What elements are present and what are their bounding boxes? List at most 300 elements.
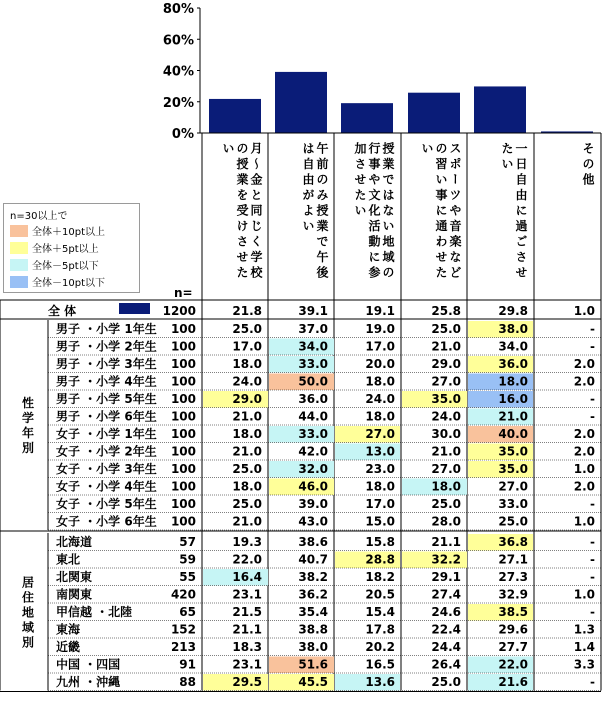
row-value: 20.2 xyxy=(365,640,395,654)
category-char: 自 xyxy=(514,173,528,185)
row-value: 32.9 xyxy=(498,587,528,602)
category-label xyxy=(581,142,595,186)
category-char: で xyxy=(315,235,329,247)
group-label-char: 住 xyxy=(21,590,35,605)
row-value: 21.0 xyxy=(431,339,461,354)
row-value: 24.0 xyxy=(365,392,395,406)
category-char: た xyxy=(434,266,448,278)
row-value: 16.0 xyxy=(498,392,528,406)
row-value: 18.0 xyxy=(365,374,395,389)
row-value: 1.0 xyxy=(573,462,595,476)
row-value: 36.0 xyxy=(498,357,528,371)
category-char: は xyxy=(301,142,315,154)
row-value: 21.1 xyxy=(232,622,262,637)
row-value: - xyxy=(590,675,595,689)
row-value: 27.7 xyxy=(498,640,528,654)
category-char: さ xyxy=(514,250,528,263)
row-value: 36.8 xyxy=(498,535,528,549)
row-value: 40.7 xyxy=(298,552,328,567)
row-value: 27.4 xyxy=(431,587,461,602)
row-value: 24.0 xyxy=(232,374,262,389)
category-char: い xyxy=(301,219,315,232)
row-value: 3.3 xyxy=(573,657,595,672)
category-char: 午 xyxy=(315,250,329,263)
row-n: 152 xyxy=(170,622,196,637)
row-value: - xyxy=(590,570,595,584)
row-value: 27.3 xyxy=(498,570,528,584)
row-value: 21.0 xyxy=(232,514,262,529)
category-char: 化 xyxy=(367,204,381,216)
legend-swatch-cyan xyxy=(10,259,28,271)
category-char: 金 xyxy=(249,173,263,185)
row-value: 45.5 xyxy=(298,675,328,689)
n-header: n= xyxy=(174,286,193,300)
category-char: ポ xyxy=(448,157,462,170)
row-value: 25.0 xyxy=(498,514,528,529)
row-value: 35.4 xyxy=(298,605,328,619)
row-value: 13.0 xyxy=(365,444,395,459)
category-char: 過 xyxy=(514,219,528,232)
category-char: 授 xyxy=(381,142,395,154)
category-label xyxy=(420,142,462,278)
row-value: 38.8 xyxy=(298,622,328,637)
category-char: な xyxy=(448,250,462,263)
category-char: 同 xyxy=(249,204,263,216)
row-label: 男子 ・小学 3年生 xyxy=(56,357,157,371)
category-char: の xyxy=(581,157,595,170)
category-char: 参 xyxy=(367,266,381,278)
row-n: 100 xyxy=(170,409,196,424)
row-value: 16.5 xyxy=(365,657,395,672)
category-char: せ xyxy=(434,250,448,263)
row-label: 甲信越 ・北陸 xyxy=(56,605,133,619)
legend-swatch-orange xyxy=(10,225,28,237)
row-value: 2.0 xyxy=(573,357,595,371)
row-value: 20.5 xyxy=(365,587,395,602)
y-tick-label: 20% xyxy=(162,95,194,111)
category-char: 域 xyxy=(381,250,395,263)
group-label-char: 性 xyxy=(21,396,35,410)
row-value: 16.4 xyxy=(232,570,262,584)
category-label xyxy=(221,142,263,279)
total-marker xyxy=(119,303,150,314)
row-n: 100 xyxy=(170,444,196,459)
category-char: ー xyxy=(448,173,462,185)
category-char: に xyxy=(514,204,528,216)
legend-label: 全体＋10pt以上 xyxy=(32,227,105,238)
category-char: 地 xyxy=(381,235,395,247)
category-char: せ xyxy=(353,173,367,185)
legend-label: 全体－5pt以下 xyxy=(32,261,99,272)
category-label xyxy=(301,141,329,279)
row-n: 420 xyxy=(170,587,196,602)
group-label-char: 年 xyxy=(21,426,35,440)
bar xyxy=(408,93,460,133)
row-value: 38.6 xyxy=(298,535,328,549)
row-value: 2.0 xyxy=(573,427,595,441)
row-n: 100 xyxy=(170,357,196,371)
category-char: い xyxy=(434,173,448,185)
total-value: 39.1 xyxy=(298,304,328,318)
row-value: - xyxy=(590,605,595,619)
row-n: 100 xyxy=(170,392,196,406)
row-value: 23.1 xyxy=(232,657,262,672)
bar xyxy=(341,103,393,133)
row-value: 34.0 xyxy=(298,339,328,354)
row-label: 男子 ・小学 4年生 xyxy=(56,374,157,389)
row-value: 44.0 xyxy=(298,409,328,424)
row-value: 50.0 xyxy=(298,374,328,389)
row-value: 27.0 xyxy=(365,427,395,441)
row-value: 19.0 xyxy=(365,322,395,336)
category-char: 月 xyxy=(249,142,263,154)
category-char: 文 xyxy=(367,188,381,201)
row-n: 100 xyxy=(170,462,196,476)
row-value: 32.2 xyxy=(431,552,461,567)
row-value: 40.0 xyxy=(498,427,528,441)
row-value: 25.0 xyxy=(431,322,461,336)
row-label: 女子 ・小学 1年生 xyxy=(56,427,157,441)
row-value: 27.0 xyxy=(431,462,461,476)
group-label-char: 域 xyxy=(21,620,35,635)
category-char: 動 xyxy=(367,235,381,247)
category-char: 活 xyxy=(367,219,381,232)
category-char: 他 xyxy=(581,173,595,185)
category-char: 前 xyxy=(315,157,329,170)
category-char: の xyxy=(434,142,448,154)
row-value: 18.2 xyxy=(365,570,395,584)
group-label-char: 居 xyxy=(21,575,35,590)
row-value: 29.1 xyxy=(431,570,461,584)
row-value: 1.0 xyxy=(573,587,595,602)
category-char: 後 xyxy=(315,266,329,278)
category-char: い xyxy=(420,142,434,154)
category-char: よ xyxy=(301,204,315,216)
row-value: 35.0 xyxy=(431,392,461,406)
row-value: - xyxy=(590,535,595,549)
total-value: 1.0 xyxy=(573,304,595,318)
category-char: 楽 xyxy=(448,235,462,247)
row-value: 22.4 xyxy=(431,622,461,637)
row-value: 25.0 xyxy=(232,322,262,336)
category-char: ツ xyxy=(448,188,462,201)
row-value: 21.0 xyxy=(431,444,461,459)
row-value: 19.3 xyxy=(232,535,262,549)
group-label xyxy=(22,395,34,455)
category-char: せ xyxy=(514,266,528,278)
category-char: い xyxy=(500,157,514,170)
row-value: 24.0 xyxy=(431,409,461,424)
row-value: 38.2 xyxy=(298,570,328,584)
row-value: 25.0 xyxy=(431,497,461,511)
row-value: 17.0 xyxy=(365,339,395,354)
row-n: 100 xyxy=(170,479,196,494)
category-char: 業 xyxy=(315,219,329,232)
category-label xyxy=(500,142,528,278)
row-value: 21.0 xyxy=(232,444,262,459)
row-value: 35.0 xyxy=(498,444,528,459)
category-char: 由 xyxy=(301,173,315,185)
row-value: 18.0 xyxy=(232,357,262,371)
row-n: 88 xyxy=(179,675,196,689)
category-char: 行 xyxy=(367,142,381,154)
category-char: に xyxy=(434,204,448,216)
category-char: い xyxy=(381,219,395,232)
category-char: 音 xyxy=(448,219,462,232)
category-char: 学 xyxy=(249,250,263,263)
row-n: 100 xyxy=(170,514,196,529)
row-value: 22.0 xyxy=(232,552,262,567)
category-char: や xyxy=(448,204,462,216)
row-value: 21.6 xyxy=(498,675,528,689)
category-char: や xyxy=(367,173,381,185)
category-char: じ xyxy=(249,219,263,232)
row-value: 25.0 xyxy=(431,675,461,689)
row-n: 55 xyxy=(179,570,196,584)
total-value: 19.1 xyxy=(365,304,395,318)
row-value: 18.0 xyxy=(232,479,262,494)
category-char: 受 xyxy=(235,204,249,216)
category-char: は xyxy=(381,188,395,201)
row-value: 34.0 xyxy=(498,339,528,354)
row-n: 100 xyxy=(170,322,196,336)
row-value: 38.5 xyxy=(498,605,528,619)
category-char: が xyxy=(301,188,315,201)
category-char: 事 xyxy=(434,188,448,201)
legend xyxy=(3,203,140,293)
category-char: を xyxy=(235,188,249,201)
row-value: 27.0 xyxy=(431,374,461,389)
row-value: 2.0 xyxy=(573,444,595,459)
row-label: 男子 ・小学 6年生 xyxy=(56,409,157,424)
row-value: 51.6 xyxy=(298,657,328,672)
row-label: 男子 ・小学 2年生 xyxy=(56,339,157,354)
category-label xyxy=(353,141,395,279)
row-n: 65 xyxy=(179,605,196,619)
row-value: 21.5 xyxy=(232,605,262,619)
category-char: い xyxy=(353,204,367,216)
row-value: - xyxy=(590,409,595,424)
y-tick-label: 60% xyxy=(162,33,194,49)
group-label-char: 別 xyxy=(21,635,35,650)
row-value: 15.8 xyxy=(365,535,395,549)
bar xyxy=(209,99,261,133)
row-value: 29.0 xyxy=(431,357,461,371)
category-char: の xyxy=(381,266,395,278)
row-value: 28.8 xyxy=(365,552,395,567)
category-char: た xyxy=(235,266,249,278)
row-label: 南関東 xyxy=(56,587,93,602)
row-n: 100 xyxy=(170,427,196,441)
row-value: 24.6 xyxy=(431,605,461,619)
total-label: 全 体 xyxy=(48,304,77,318)
category-char: 加 xyxy=(353,142,367,154)
row-value: - xyxy=(590,322,595,336)
row-label: 中国 ・四国 xyxy=(56,657,121,672)
row-value: 28.0 xyxy=(431,514,461,529)
category-char: 日 xyxy=(514,157,528,170)
bar xyxy=(474,86,526,133)
row-value: - xyxy=(590,392,595,406)
category-char: ～ xyxy=(249,157,263,170)
row-value: 29.5 xyxy=(232,675,262,689)
group-label-char: 別 xyxy=(21,441,35,455)
row-value: 23.0 xyxy=(365,462,395,476)
category-char: た xyxy=(500,142,514,154)
row-value: 18.0 xyxy=(365,479,395,494)
row-n: 91 xyxy=(179,657,196,672)
category-char: で xyxy=(381,173,395,185)
bar xyxy=(275,72,327,133)
row-value: 32.0 xyxy=(298,462,328,476)
row-label: 女子 ・小学 5年生 xyxy=(56,497,157,511)
row-value: 38.0 xyxy=(498,322,528,336)
row-value: 15.4 xyxy=(365,605,395,619)
category-char: 業 xyxy=(235,173,249,185)
row-value: 20.0 xyxy=(365,357,395,371)
row-value: 25.0 xyxy=(232,462,262,476)
category-char: と xyxy=(249,188,263,201)
row-value: 46.0 xyxy=(298,479,328,494)
row-value: 43.0 xyxy=(298,514,328,529)
category-char: せ xyxy=(235,250,249,263)
row-label: 北関東 xyxy=(56,570,93,584)
legend-item-minus10 xyxy=(10,274,105,288)
legend-label: 全体＋5pt以上 xyxy=(32,244,99,255)
row-n: 59 xyxy=(179,552,196,567)
row-value: 2.0 xyxy=(573,374,595,389)
row-label: 男子 ・小学 1年生 xyxy=(56,322,157,336)
row-value: 21.0 xyxy=(498,409,528,424)
row-value: 1.0 xyxy=(573,514,595,529)
row-value: - xyxy=(590,339,595,354)
row-value: 33.0 xyxy=(498,497,528,511)
row-value: 23.1 xyxy=(232,587,262,602)
category-char: 自 xyxy=(301,157,315,170)
category-char: 事 xyxy=(367,157,381,170)
row-value: 33.0 xyxy=(298,357,328,371)
legend-item-minus5 xyxy=(10,257,99,271)
row-n: 57 xyxy=(179,535,196,549)
legend-label: 全体－10pt以下 xyxy=(32,278,105,289)
category-char: 習 xyxy=(434,157,448,170)
group-label-char: 学 xyxy=(21,411,35,425)
row-n: 100 xyxy=(170,339,196,354)
category-char: ど xyxy=(448,266,462,278)
category-char: の xyxy=(235,142,249,154)
row-value: 36.0 xyxy=(298,392,328,406)
row-value: 1.3 xyxy=(573,622,595,637)
y-tick-label: 40% xyxy=(162,64,194,80)
row-n: 213 xyxy=(170,640,196,654)
category-char: け xyxy=(235,219,249,232)
category-char: に xyxy=(367,250,381,263)
category-char: 業 xyxy=(381,157,395,170)
total-value: 25.8 xyxy=(431,304,461,318)
row-value: 18.0 xyxy=(232,427,262,441)
row-label: 九州 ・沖縄 xyxy=(56,675,121,689)
category-char: 一 xyxy=(514,142,528,154)
row-value: 30.0 xyxy=(431,427,461,441)
row-value: 42.0 xyxy=(298,444,328,459)
row-label: 東北 xyxy=(56,552,81,567)
row-value: - xyxy=(590,497,595,511)
group-label xyxy=(22,574,35,649)
row-value: 2.0 xyxy=(573,479,595,494)
y-tick-label: 80% xyxy=(162,2,194,17)
row-value: 27.0 xyxy=(498,479,528,494)
group-label-char: 地 xyxy=(21,605,35,620)
category-char: 授 xyxy=(235,157,249,170)
row-value: 18.0 xyxy=(365,409,395,424)
row-label: 女子 ・小学 3年生 xyxy=(56,462,157,476)
category-char: ス xyxy=(448,142,462,154)
row-value: 17.0 xyxy=(365,497,395,511)
legend-title: n=30以上で xyxy=(10,211,68,222)
category-char: さ xyxy=(353,157,367,170)
y-tick-label: 0% xyxy=(171,127,194,142)
total-n: 1200 xyxy=(162,304,196,318)
row-value: 15.0 xyxy=(365,514,395,529)
category-char: 校 xyxy=(249,266,263,278)
row-value: 33.0 xyxy=(298,427,328,441)
row-label: 女子 ・小学 6年生 xyxy=(56,514,157,529)
category-char: 通 xyxy=(434,219,448,232)
total-value: 29.8 xyxy=(498,304,528,318)
category-char: た xyxy=(353,188,367,201)
row-value: 18.3 xyxy=(232,640,262,654)
category-char: さ xyxy=(235,235,249,247)
row-value: 18.0 xyxy=(431,479,461,494)
category-char: い xyxy=(221,142,235,154)
category-char: の xyxy=(315,173,329,185)
row-value: 27.1 xyxy=(498,552,528,567)
row-label: 女子 ・小学 2年生 xyxy=(56,444,157,459)
row-value: 35.0 xyxy=(498,462,528,476)
row-value: 37.0 xyxy=(298,322,328,336)
category-char: な xyxy=(381,204,395,216)
row-value: 39.0 xyxy=(298,497,328,511)
category-char: く xyxy=(249,235,263,247)
row-label: 近畿 xyxy=(56,640,81,654)
legend-swatch-yellow xyxy=(10,242,28,254)
row-value: 18.0 xyxy=(498,374,528,389)
row-value: 29.6 xyxy=(498,622,528,637)
row-n: 100 xyxy=(170,374,196,389)
row-value: 36.2 xyxy=(298,587,328,602)
category-char: 由 xyxy=(514,188,528,201)
row-value: 13.6 xyxy=(365,675,395,689)
category-char: み xyxy=(315,188,329,201)
row-value: 38.0 xyxy=(298,640,328,654)
row-label: 男子 ・小学 5年生 xyxy=(56,392,157,406)
legend-item-plus10 xyxy=(10,223,105,237)
category-char: 授 xyxy=(315,204,329,216)
row-value: 24.4 xyxy=(431,640,461,654)
total-value: 21.8 xyxy=(232,304,262,318)
row-value: 1.4 xyxy=(573,640,595,654)
category-char: そ xyxy=(581,142,595,154)
row-value: 25.0 xyxy=(232,497,262,511)
row-value: 29.0 xyxy=(232,392,262,406)
row-label: 東海 xyxy=(56,622,81,637)
row-label: 女子 ・小学 4年生 xyxy=(56,479,157,494)
row-value: - xyxy=(590,552,595,567)
row-value: 26.4 xyxy=(431,657,461,672)
legend-swatch-blue xyxy=(10,276,28,288)
row-label: 北海道 xyxy=(56,535,93,549)
row-value: 21.1 xyxy=(431,535,461,549)
